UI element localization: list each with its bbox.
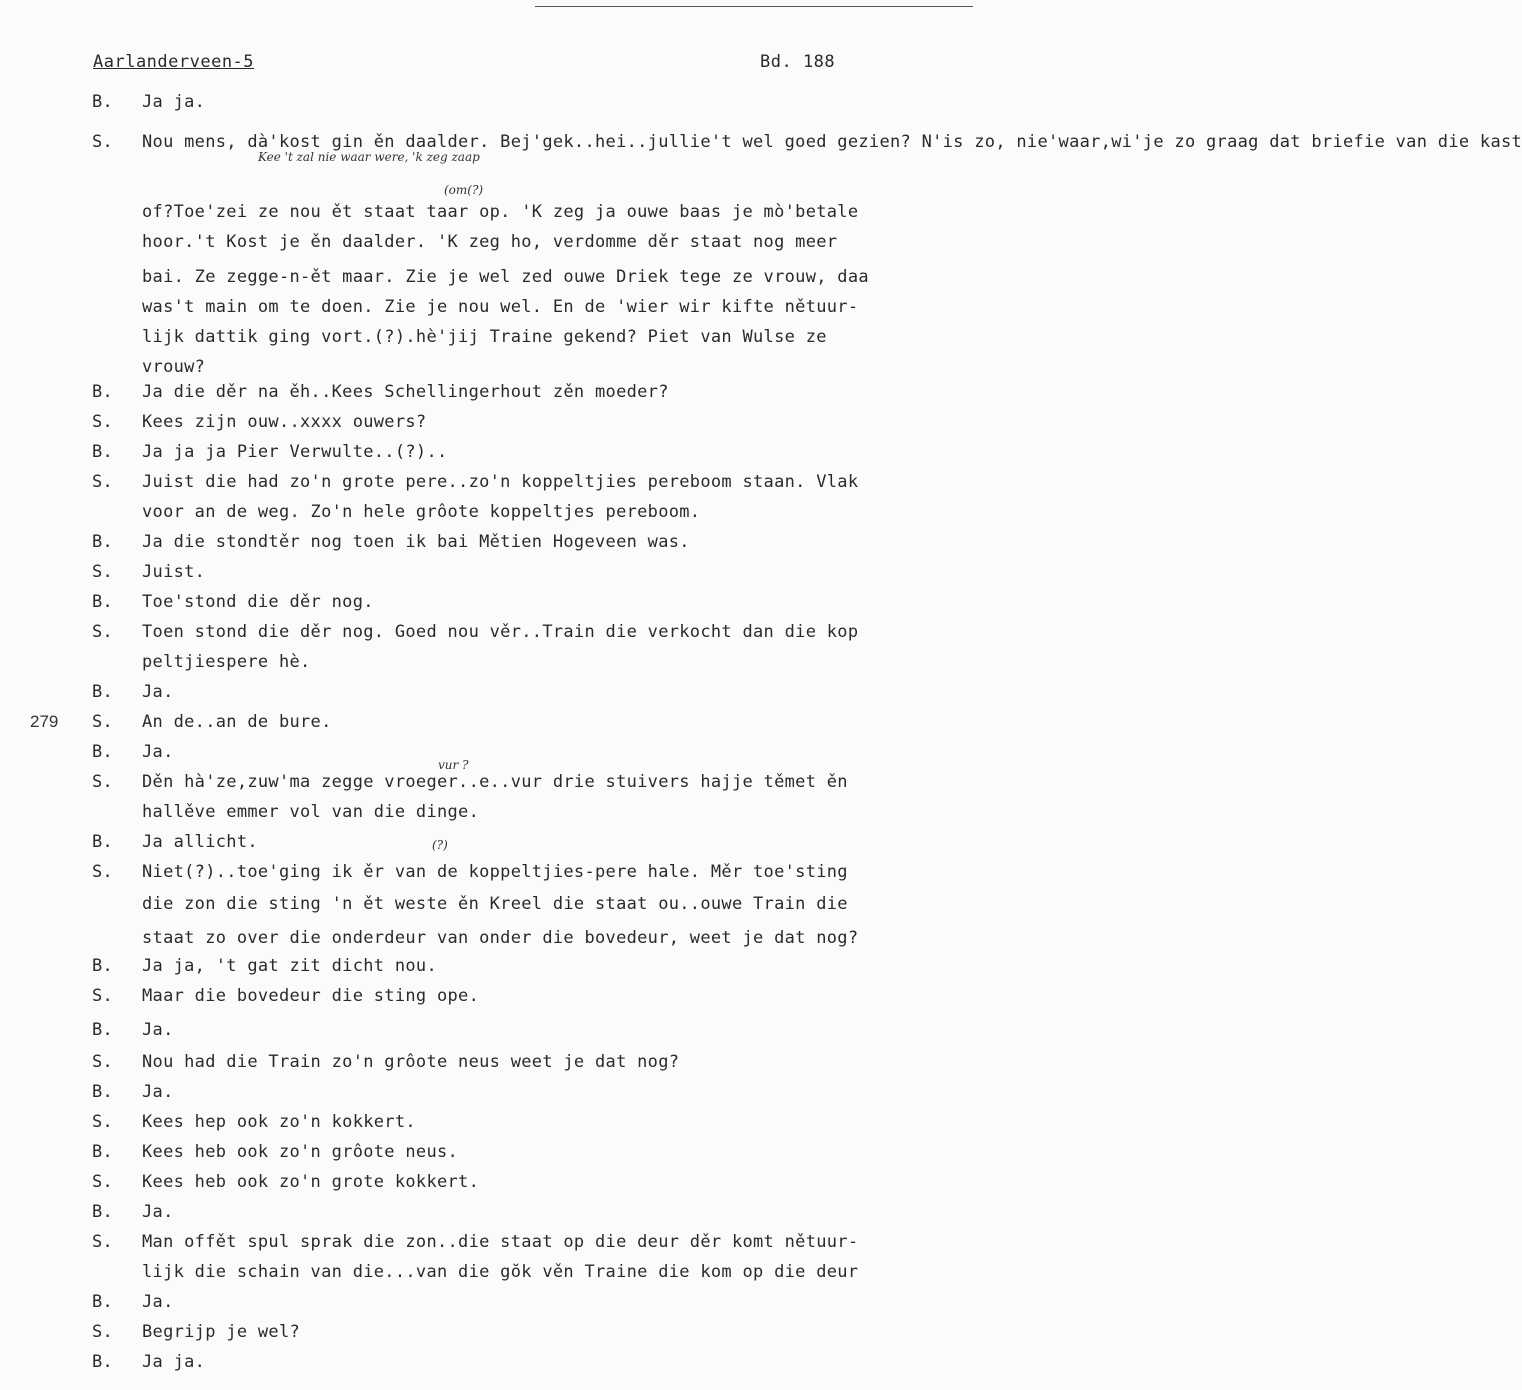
speaker-label: S. xyxy=(92,132,114,152)
line-text: An de..an de bure. xyxy=(142,712,332,732)
handwritten-annotation: (om(?) xyxy=(444,183,484,197)
transcript-line xyxy=(0,202,973,226)
transcript-line xyxy=(0,472,973,496)
speaker-label: S. xyxy=(92,986,114,1006)
line-text: lijk die schain van die...van die gŏk věn Traine die kom op die deur xyxy=(142,1262,859,1282)
speaker-label: B. xyxy=(92,742,114,762)
speaker-label: B. xyxy=(92,592,114,612)
transcript-line xyxy=(0,562,973,586)
speaker-label: S. xyxy=(92,1232,114,1252)
speaker-label: B. xyxy=(92,1142,114,1162)
handwritten-annotation: (?) xyxy=(432,838,448,852)
transcript-line xyxy=(0,267,973,291)
line-text: vrouw? xyxy=(142,357,206,377)
transcript-line xyxy=(0,132,1522,156)
speaker-label: S. xyxy=(92,712,114,732)
speaker-label: B. xyxy=(92,1202,114,1222)
line-text: Ja ja ja Pier Verwulte..(?).. xyxy=(142,442,448,462)
line-text: hoor.'t Kost je ěn daalder. 'K zeg ho, verdomme děr staat nog meer xyxy=(142,232,838,252)
transcript-line xyxy=(0,956,973,980)
transcript-line xyxy=(0,532,973,556)
transcript-line xyxy=(0,297,973,321)
speaker-label: B. xyxy=(92,1352,114,1372)
speaker-label: B. xyxy=(92,1020,114,1040)
speaker-label: B. xyxy=(92,1082,114,1102)
speaker-label: S. xyxy=(92,1322,114,1342)
handwritten-annotation: Kee 't zal nie waar were, 'k zeg zaap xyxy=(258,150,480,164)
speaker-label: B. xyxy=(92,682,114,702)
speaker-label: S. xyxy=(92,412,114,432)
transcript-line xyxy=(0,1142,973,1166)
speaker-label: B. xyxy=(92,532,114,552)
line-text: Ja allicht. xyxy=(142,832,258,852)
transcript-line xyxy=(0,1112,973,1136)
line-text: Toe'stond die děr nog. xyxy=(142,592,374,612)
transcript-line xyxy=(0,832,973,856)
line-text: Juist die had zo'n grote pere..zo'n koppeltjies pereboom staan. Vlak xyxy=(142,472,859,492)
transcript-line xyxy=(0,682,973,706)
document-title: Aarlanderveen-5 xyxy=(93,52,255,72)
line-text: Maar die bovedeur die sting ope. xyxy=(142,986,480,1006)
line-text: hallěve emmer vol van die dinge. xyxy=(142,802,480,822)
transcript-line xyxy=(0,592,973,616)
line-text: Ja. xyxy=(142,1082,174,1102)
transcript-line xyxy=(0,357,973,381)
transcript-line xyxy=(0,1202,973,1226)
margin-number: 279 xyxy=(30,712,59,731)
line-text: Juist. xyxy=(142,562,206,582)
speaker-label: S. xyxy=(92,862,114,882)
transcript-line xyxy=(0,1082,973,1106)
transcript-line xyxy=(0,802,973,826)
speaker-label: B. xyxy=(92,956,114,976)
line-text: lijk dattik ging vort.(?).hè'jij Traine gekend? Piet van Wulse ze xyxy=(142,327,827,347)
line-text: Kees heb ook zo'n grôote neus. xyxy=(142,1142,459,1162)
speaker-label: S. xyxy=(92,622,114,642)
speaker-label: B. xyxy=(92,442,114,462)
speaker-label: B. xyxy=(92,92,114,112)
page-number: Bd. 188 xyxy=(760,52,836,72)
line-text: Ja. xyxy=(142,682,174,702)
line-text: Ja ja. xyxy=(142,1352,206,1372)
speaker-label: S. xyxy=(92,1112,114,1132)
line-text: Begrijp je wel? xyxy=(142,1322,301,1342)
transcript-line xyxy=(0,622,973,646)
transcript-line xyxy=(0,772,973,796)
transcript-line xyxy=(0,442,973,466)
line-text: Kees heb ook zo'n grote kokkert. xyxy=(142,1172,480,1192)
transcript-line xyxy=(0,1292,973,1316)
line-text: die zon die sting 'n ět weste ěn Kreel die staat ou..ouwe Train die xyxy=(142,894,848,914)
line-text: Toen stond die děr nog. Goed nou věr..Train die verkocht dan die kop xyxy=(142,622,859,642)
line-text: Ja. xyxy=(142,1292,174,1312)
line-text: bai. Ze zegge-n-ět maar. Zie je wel zed ouwe Driek tege ze vrouw, daa xyxy=(142,267,869,287)
speaker-label: S. xyxy=(92,472,114,492)
transcript-line xyxy=(0,1172,973,1196)
transcript-line xyxy=(0,382,973,406)
line-text: Nou mens, dà'kost gin ěn daalder. Bej'gek..hei..jullie't wel goed gezien? N'is zo, nie'waar,wi'je zo graag dat briefie van die kast xyxy=(142,132,1522,152)
transcript-line xyxy=(0,1262,973,1286)
transcript-line xyxy=(0,1322,973,1346)
speaker-label: S. xyxy=(92,1052,114,1072)
transcript-line xyxy=(0,1020,973,1044)
line-text: Kees hep ook zo'n kokkert. xyxy=(142,1112,416,1132)
transcript-line xyxy=(0,928,973,952)
speaker-label: S. xyxy=(92,1172,114,1192)
line-text: of?Toe'zei ze nou ět staat taar op. 'K zeg ja ouwe baas je mò'betale xyxy=(142,202,859,222)
handwritten-annotation: vur ? xyxy=(438,758,469,772)
line-text: Ja. xyxy=(142,742,174,762)
line-text: Ja die děr na ěh..Kees Schellingerhout zěn moeder? xyxy=(142,382,669,402)
line-text: peltjiespere hè. xyxy=(142,652,311,672)
transcript-line xyxy=(0,327,973,351)
transcript-line xyxy=(0,894,973,918)
line-text: Man offět spul sprak die zon..die staat op die deur děr komt nětuur- xyxy=(142,1232,859,1252)
line-text: Nou had die Train zo'n grôote neus weet je dat nog? xyxy=(142,1052,680,1072)
line-text: Děn hà'ze,zuw'ma zegge vroeger..e..vur drie stuivers hajje těmet ěn xyxy=(142,772,848,792)
line-text: Kees zijn ouw..xxxx ouwers? xyxy=(142,412,427,432)
speaker-label: S. xyxy=(92,772,114,792)
transcript-line xyxy=(0,862,973,886)
transcript-line xyxy=(0,1232,973,1256)
transcript-line xyxy=(0,92,973,116)
speaker-label: B. xyxy=(92,832,114,852)
transcript-line xyxy=(0,1052,973,1076)
line-text: was't main om te doen. Zie je nou wel. En de 'wier wir kifte nětuur- xyxy=(142,297,859,317)
transcript-line xyxy=(0,412,973,436)
line-text: Ja ja, 't gat zit dicht nou. xyxy=(142,956,437,976)
transcript-line xyxy=(0,986,973,1010)
speaker-label: B. xyxy=(92,1292,114,1312)
line-text: voor an de weg. Zo'n hele grôote koppeltjes pereboom. xyxy=(142,502,701,522)
transcript-line xyxy=(0,232,973,256)
line-text: Ja ja. xyxy=(142,92,206,112)
transcript-line xyxy=(0,652,973,676)
line-text: Ja. xyxy=(142,1020,174,1040)
line-text: staat zo over die onderdeur van onder die bovedeur, weet je dat nog? xyxy=(142,928,859,948)
transcript-line xyxy=(0,1352,973,1376)
line-text: Niet(?)..toe'ging ik ěr van de koppeltjies-pere hale. Měr toe'sting xyxy=(142,862,848,882)
transcript-line xyxy=(0,742,973,766)
line-text: Ja die stondtěr nog toen ik bai Mětien Hogeveen was. xyxy=(142,532,690,552)
speaker-label: B. xyxy=(92,382,114,402)
transcript-line xyxy=(0,712,973,736)
speaker-label: S. xyxy=(92,562,114,582)
transcript-line xyxy=(0,502,973,526)
line-text: Ja. xyxy=(142,1202,174,1222)
